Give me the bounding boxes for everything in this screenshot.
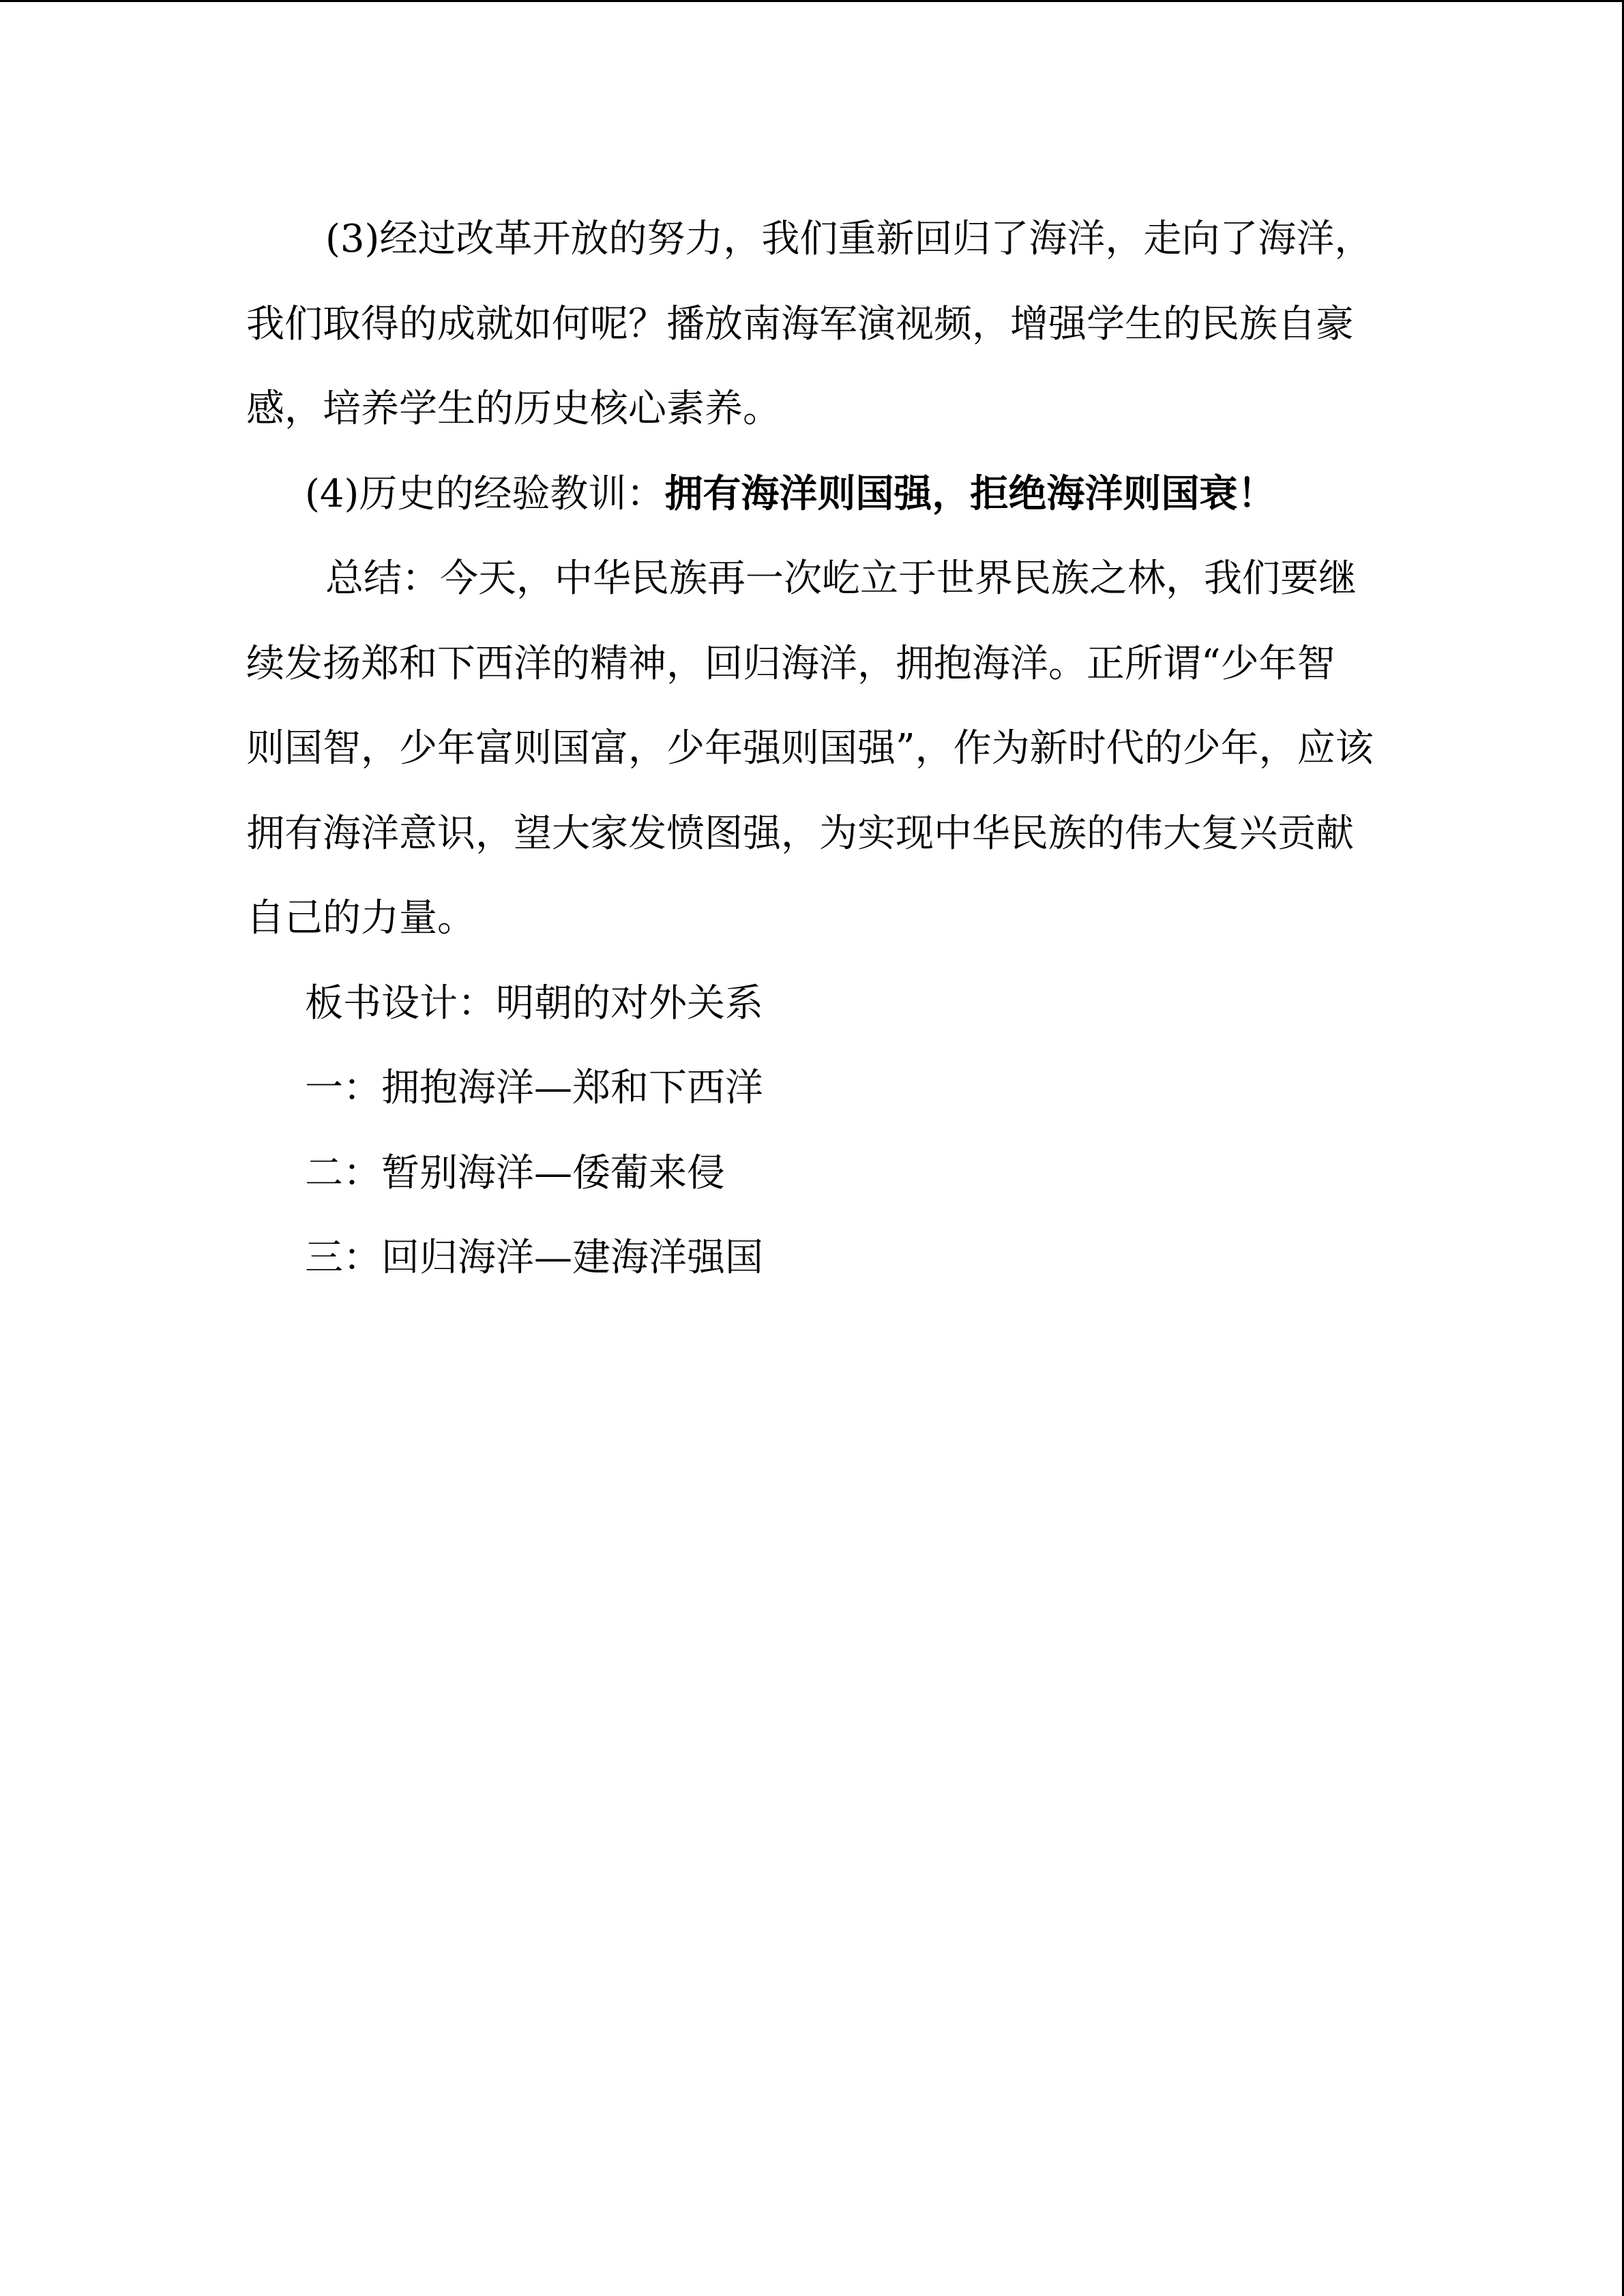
section-4-line [246,452,1447,537]
section-4-emphasis: 拥有海洋则国强，拒绝海洋则国衰！ [664,471,1276,516]
section-3-line: 感，培养学生的历史核心素养。 [246,387,781,431]
board-design-item: 二：暂别海洋—倭葡来侵 [305,1150,725,1195]
summary-line: 续发扬郑和下西洋的精神，回归海洋，拥抱海洋。正所谓“少年智 [246,641,1335,686]
board-design [246,961,1447,1301]
summary-line: 则国智，少年富则国富，少年强则国强”，作为新时代的少年，应该 [246,726,1374,771]
section-3-line: (3)经过改革开放的努力，我们重新回归了海洋，走向了海洋， [325,217,1373,261]
document-body [246,197,1447,1301]
section-4-label: (4)历史的经验教训： [305,471,665,516]
summary-line: 总结：今天，中华民族再一次屹立于世界民族之林，我们要继 [325,556,1357,601]
paragraph-summary [246,537,1447,961]
board-design-item: 三：回归海洋—建海洋强国 [305,1236,763,1280]
summary-line: 自己的力量。 [246,896,475,940]
paragraph-section-3 [246,197,1447,452]
section-3-line: 我们取得的成就如何呢？播放南海军演视频，增强学生的民族自豪 [246,301,1354,346]
board-design-title: 板书设计：明朝的对外关系 [305,981,763,1026]
paragraph-section-4 [246,452,1447,537]
board-design-item: 一：拥抱海洋—郑和下西洋 [305,1066,763,1110]
summary-line: 拥有海洋意识，望大家发愤图强，为实现中华民族的伟大复兴贡献 [246,811,1354,856]
